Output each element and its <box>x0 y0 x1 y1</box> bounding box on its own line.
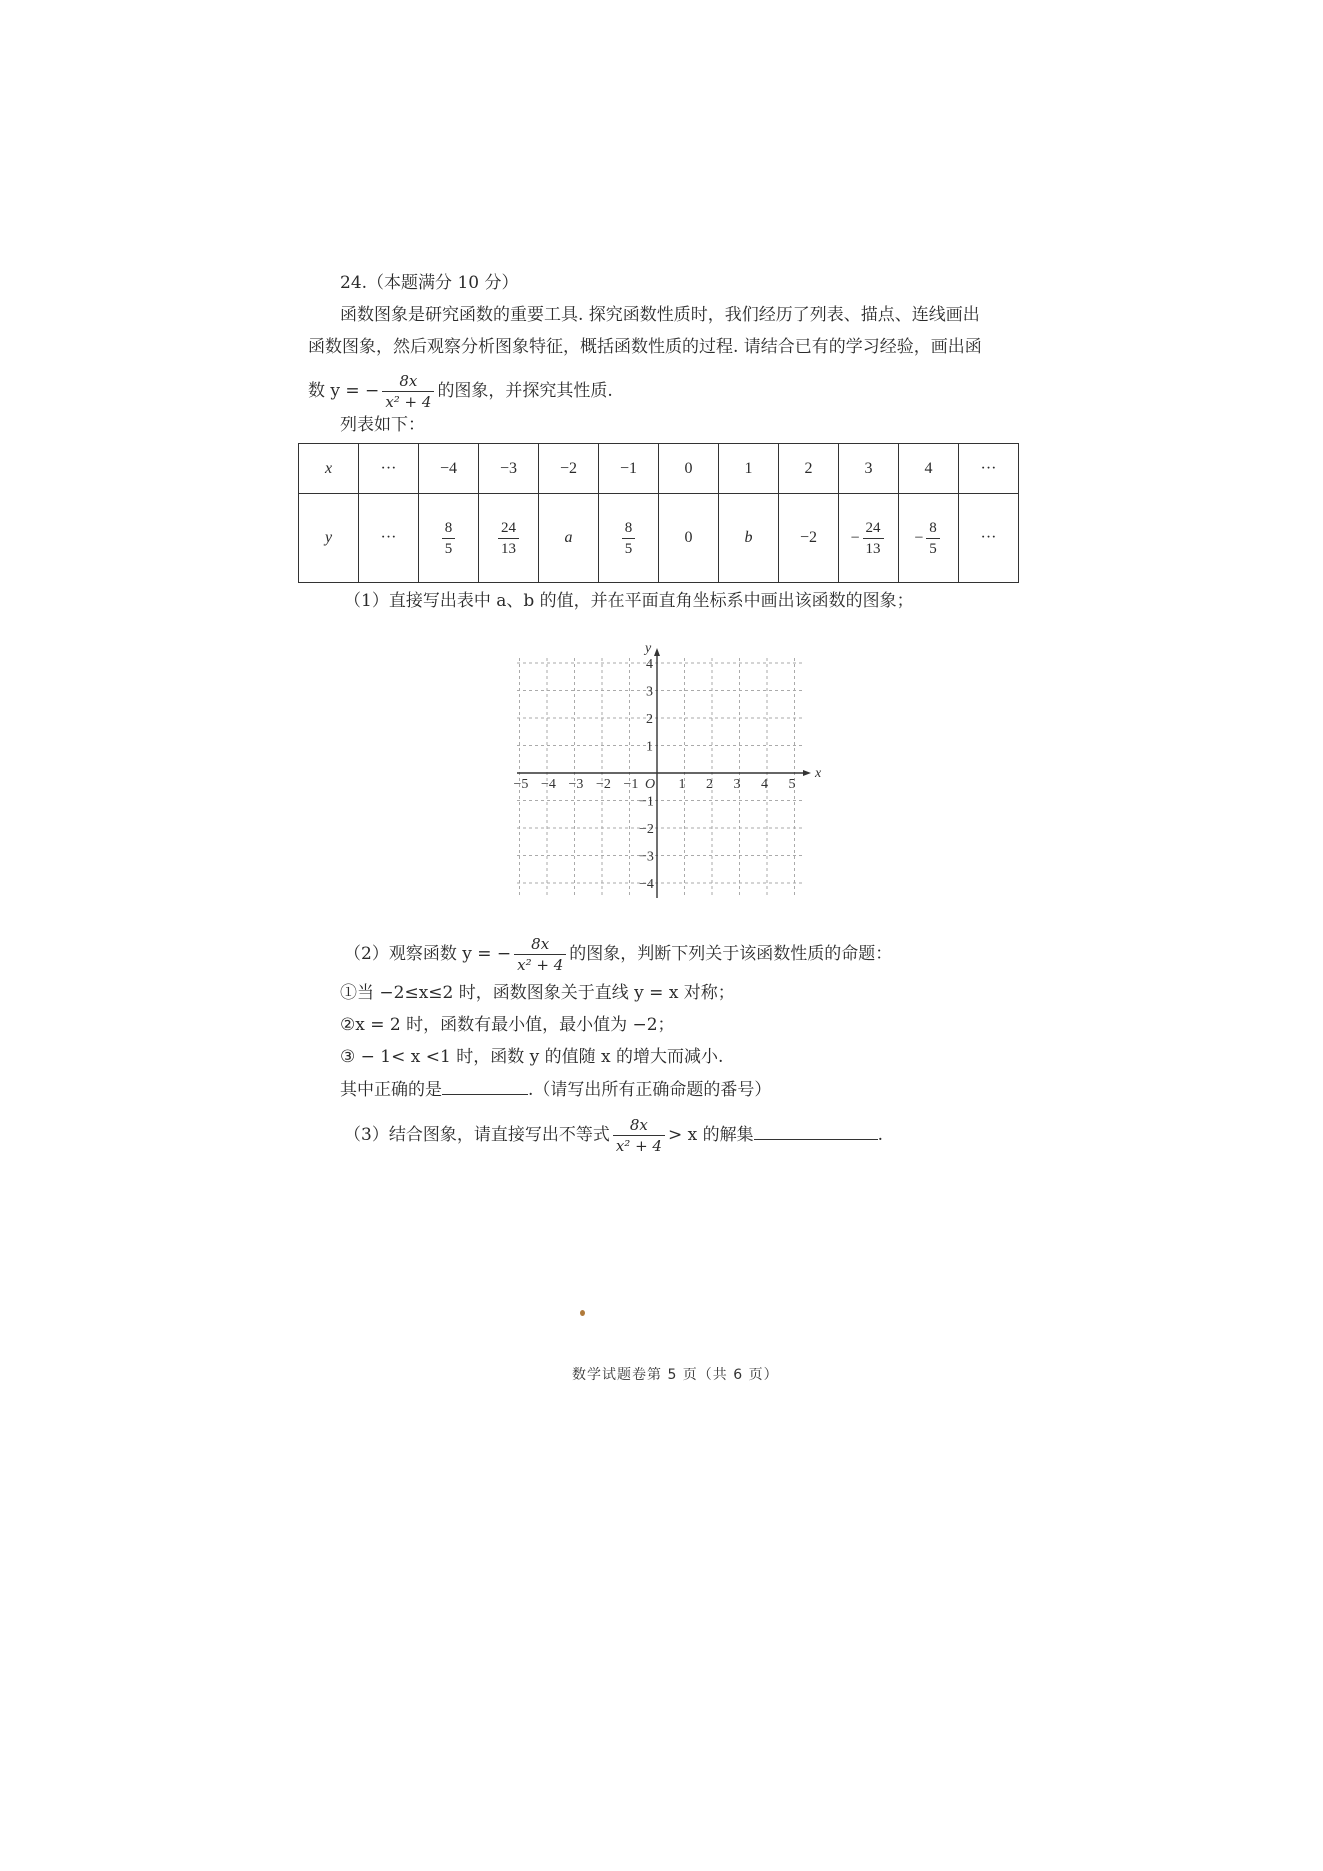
y-cell-text: −2 <box>799 529 818 546</box>
x-cell: 1 <box>719 444 779 494</box>
part2-suffix: 的图象，判断下列关于该函数性质的命题： <box>569 944 893 964</box>
function-fraction <box>382 372 434 411</box>
proposition-3: ③ − 1< x <1 时，函数 y 的值随 x 的增大而减小. <box>340 1047 724 1067</box>
y-cell <box>359 494 419 583</box>
y-cell-denominator: 5 <box>624 540 633 557</box>
y-cell-denominator: 13 <box>865 540 881 557</box>
part3-line <box>344 1116 883 1155</box>
x-cell: 0 <box>659 444 719 494</box>
x-cell: ··· <box>359 444 419 494</box>
answer-prefix: 其中正确的是 <box>340 1080 442 1100</box>
y-cell <box>959 494 1019 583</box>
part2-answer-line <box>340 1078 771 1101</box>
y-cell <box>599 494 659 583</box>
y-cell <box>479 494 539 583</box>
function-prefix: 数 y = − <box>308 381 380 401</box>
y-cell <box>419 494 479 583</box>
y-tick-label: 4 <box>646 657 653 672</box>
y-tick-label: −4 <box>639 877 654 892</box>
solution-set-blank[interactable] <box>754 1123 878 1140</box>
y-cell-denominator: 5 <box>929 540 937 557</box>
x-cell: −3 <box>479 444 539 494</box>
x-tick-label: 3 <box>733 777 741 792</box>
y-cell <box>779 494 839 583</box>
x-cell: 4 <box>899 444 959 494</box>
y-cell <box>539 494 599 583</box>
part3-prefix: （3）结合图象，请直接写出不等式 <box>344 1125 610 1145</box>
y-cell-text: ··· <box>980 529 997 546</box>
y-cell-numerator: 24 <box>863 519 884 539</box>
part2-prefix: （2）观察函数 y = − <box>344 944 512 964</box>
y-cell-numerator: 8 <box>442 519 456 539</box>
y-cell-fraction <box>926 519 940 558</box>
scan-speck <box>580 1310 585 1316</box>
x-cell: −1 <box>599 444 659 494</box>
part3-fraction-numerator: 8x <box>613 1116 665 1136</box>
value-table <box>298 443 1019 583</box>
table-row-x <box>299 444 1019 494</box>
origin-label: O <box>645 777 656 792</box>
y-cell-fraction <box>442 519 456 558</box>
y-cell <box>299 494 359 583</box>
y-cell-text: a <box>564 529 573 546</box>
y-axis-arrow <box>654 648 660 656</box>
x-tick-label: 2 <box>706 777 713 792</box>
y-cell-text: ··· <box>380 529 397 546</box>
proposition-1: ①当 −2≤x≤2 时，函数图象关于直线 y = x 对称； <box>340 983 735 1003</box>
y-cell-numerator: 8 <box>622 519 636 539</box>
x-cell: 3 <box>839 444 899 494</box>
y-cell-denominator: 13 <box>501 540 516 557</box>
y-cell <box>839 494 899 583</box>
table-row-y <box>299 494 1019 583</box>
proposition-2: ②x = 2 时，函数有最小值，最小值为 −2； <box>340 1015 675 1035</box>
function-suffix: 的图象，并探究其性质. <box>437 381 613 401</box>
intro-line-1: 函数图象是研究函数的重要工具. 探究函数性质时，我们经历了列表、描点、连线画出 <box>340 305 980 325</box>
x-cell: 2 <box>779 444 839 494</box>
y-cell-text: y <box>324 529 333 546</box>
part3-suffix: > x 的解集 <box>667 1125 754 1145</box>
y-cell-fraction <box>863 519 884 558</box>
x-tick-label: 5 <box>788 777 796 792</box>
x-cell: −4 <box>419 444 479 494</box>
x-cell: ··· <box>959 444 1019 494</box>
y-tick-label: 3 <box>646 684 653 700</box>
y-cell-fraction <box>622 519 636 558</box>
part3-fraction-denominator: x² + 4 <box>615 1137 662 1155</box>
x-tick-label: −1 <box>623 777 639 792</box>
fraction-numerator: 8x <box>382 372 434 392</box>
fraction-denominator: x² + 4 <box>385 393 432 411</box>
problem-header: 24.（本题满分 10 分） <box>340 273 519 293</box>
answer-blank[interactable] <box>442 1078 528 1095</box>
part2-fraction-numerator: 8x <box>514 935 566 955</box>
x-tick-label: 1 <box>678 777 686 792</box>
page-footer: 数学试题卷第 5 页（共 6 页） <box>572 1367 779 1383</box>
y-tick-label: −2 <box>639 822 654 837</box>
y-cell <box>719 494 779 583</box>
part3-fraction <box>613 1116 665 1155</box>
x-tick-label: −4 <box>541 777 556 792</box>
intro-line-3 <box>308 372 613 411</box>
y-tick-label: 2 <box>646 712 653 727</box>
x-tick-label: −2 <box>596 777 611 792</box>
part2-fraction-denominator: x² + 4 <box>517 956 564 974</box>
coordinate-grid <box>505 640 825 905</box>
part2-fraction <box>514 935 566 974</box>
y-cell-sign: − <box>850 529 860 546</box>
y-cell-sign: − <box>914 529 924 546</box>
y-tick-label: −3 <box>639 849 654 865</box>
y-axis-label: y <box>645 641 652 656</box>
x-tick-label: −3 <box>568 777 584 792</box>
x-tick-label: 4 <box>761 777 768 792</box>
x-axis-arrow <box>803 770 811 776</box>
y-cell-text: 0 <box>684 529 693 546</box>
part2-intro <box>344 935 892 974</box>
tick-labels <box>514 657 796 892</box>
part3-end: . <box>877 1125 883 1145</box>
part1-text: （1）直接写出表中 a、b 的值，并在平面直角坐标系中画出该函数的图象； <box>344 591 914 611</box>
y-cell-numerator: 24 <box>498 519 519 539</box>
table-intro: 列表如下： <box>340 415 425 435</box>
y-cell <box>899 494 959 583</box>
answer-suffix: .（请写出所有正确命题的番号） <box>528 1080 772 1100</box>
y-cell <box>659 494 719 583</box>
y-tick-label: 1 <box>646 739 653 755</box>
y-cell-text: b <box>744 529 753 546</box>
y-cell-numerator: 8 <box>926 519 940 539</box>
y-tick-label: −1 <box>639 794 654 810</box>
x-tick-label: −5 <box>513 777 529 792</box>
y-cell-denominator: 5 <box>444 540 453 557</box>
x-axis-label: x <box>815 766 822 781</box>
y-cell-fraction <box>498 519 519 558</box>
x-cell: −2 <box>539 444 599 494</box>
intro-line-2: 函数图象，然后观察分析图象特征，概括函数性质的过程. 请结合已有的学习经验，画出函 <box>308 337 982 357</box>
x-cell: x <box>299 444 359 494</box>
